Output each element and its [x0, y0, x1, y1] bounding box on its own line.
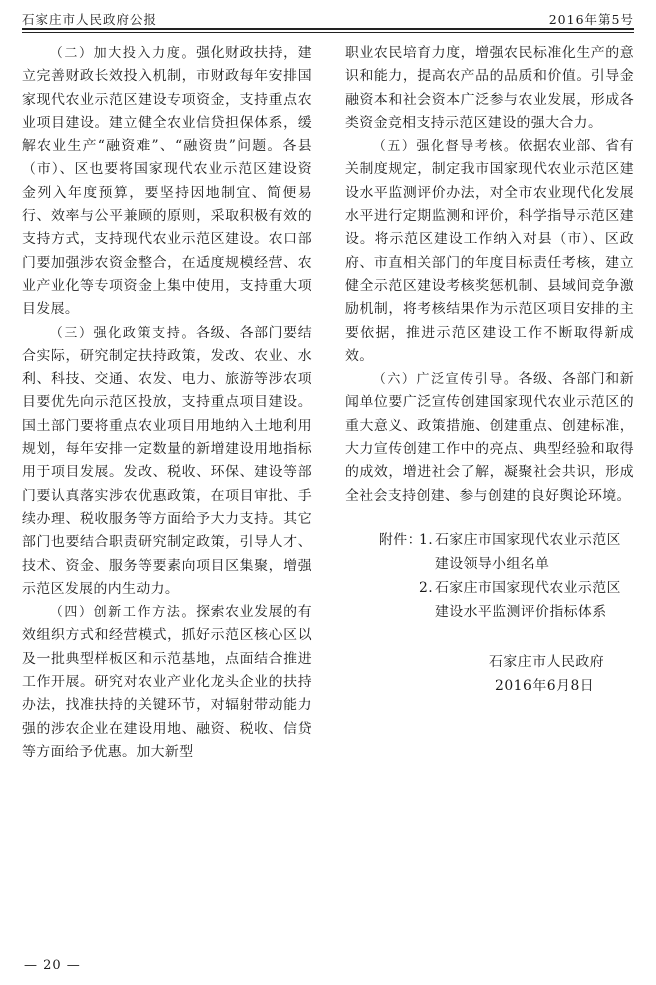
paragraph-text: 各级、各部门和新闻单位要广泛宣传创建国家现代农业示范区的重大意义、政策措施、创建重点、创建标准，大力宣传创建工作中的亮点、典型经验和取得的成效，增进社会了解，凝聚社会共识，形成全社会支持创建、参与创建的良好舆论环境。	[345, 371, 634, 504]
section-heading: （六）广泛宣传引导。	[372, 372, 519, 388]
left-column	[22, 42, 312, 764]
paragraph-text: 各级、各部门要结合实际，研究制定扶持政策，发改、农业、水利、科技、交通、农发、电力、旅游等涉农项目要优先向示范区投放，支持重点项目建设。国土部门要将重点农业项目用地纳入土地利用规划，每年安排一定数量的新增建设用地指标用于项目发展。发改、税收、环保、建设等部门要认真落实涉农优惠政策，在项目审批、手续办理、税收服务等方面给予大力支持。其它部门也要结合职责研究制定政策，引导人才、技术、资金、服务等要素向项目区集聚，增强示范区发展的内生动力。	[22, 324, 312, 597]
attachment-number: 1.	[419, 531, 434, 548]
page-number: — 20 —	[24, 958, 81, 973]
signature-block	[345, 650, 634, 698]
attachment-title-line: 石家庄市国家现代农业示范区	[435, 579, 621, 596]
attachment-title-line: 建设水平监测评价指标体系	[435, 603, 607, 620]
paragraph-publicity	[345, 368, 634, 508]
section-heading: （三）强化政策支持。	[49, 325, 197, 341]
attachments	[345, 528, 634, 624]
paragraph-text: 职业农民培育力度，增强农民标准化生产的意识和能力，提高农产品的品质和价值。引导金融资本和社会资本广泛参与农业发展，形成各类资金竞相支持示范区建设的强大合力。	[345, 45, 634, 131]
section-heading: （二）加大投入力度。	[49, 46, 197, 61]
paragraph-innovate-methods	[22, 601, 312, 764]
attachment-item	[345, 576, 634, 624]
paragraph-text: 依据农业部、省有关制度规定，制定我市国家现代农业示范区建设水平监测评价办法，对全市农业现代化发展水平进行定期监测和评价，科学指导示范区建设。将示范区建设工作纳入对县（市）、区政府、市直相关部门的年度目标责任考核，建立健全示范区建设考核奖惩机制、县域间竞争激励机制，将考核结果作为示范区项目安排的主要依据，推进示范区建设工作不断取得新成效。	[345, 138, 634, 364]
attachment-number: 2.	[419, 579, 434, 596]
paragraph-text: 探索农业发展的有效组织方式和经营模式，抓好示范区核心区以及一批典型样板区和示范基地，点面结合推进工作开展。研究对农业产业化龙头企业的扶持办法，找准扶持的关键环节，对辐射带动能力强的涉农企业在建设用地、融资、税收、信贷等方面给予优惠。加大新型	[22, 604, 312, 760]
paragraph-continuation	[345, 42, 634, 135]
paragraph-supervision	[345, 135, 634, 368]
attachment-label: 附件：	[379, 531, 422, 548]
attachment-title-line: 建设领导小组名单	[435, 555, 550, 572]
section-heading: （四）创新工作方法。	[49, 605, 197, 621]
signature-date: 2016年6月8日	[495, 677, 595, 694]
issue-number: 2016年第5号	[548, 12, 634, 27]
page-header	[22, 6, 634, 28]
signature-org: 石家庄市人民政府	[489, 653, 605, 670]
attachment-item	[345, 528, 634, 576]
attachment-title-line: 石家庄市国家现代农业示范区	[435, 531, 621, 548]
publication-title: 石家庄市人民政府公报	[22, 12, 158, 27]
paragraph-increase-investment	[22, 42, 312, 322]
header-rule-thick	[22, 28, 634, 30]
paragraph-policy-support	[22, 322, 312, 602]
paragraph-text: 强化财政扶持，建立完善财政长效投入机制，市财政每年安排国家现代农业示范区建设专项资金，支持重点农业项目建设。建立健全农业信贷担保体系，缓解农业生产“融资难”、“融资贵”问题。各县（市）、区也要将国家现代农业示范区建设资金列入年度预算，要坚持因地制宜、简便易行、效率与公平兼顾的原则，采取积极有效的支持方式，支持现代农业示范区建设。农口部门要加强涉农资金整合，在适度规模经营、农业产业化等专项资金上集中使用，支持重大项目发展。	[22, 45, 312, 318]
header-rule-thin	[22, 32, 634, 33]
right-column	[345, 42, 634, 698]
section-heading: （五）强化督导考核。	[372, 139, 519, 155]
